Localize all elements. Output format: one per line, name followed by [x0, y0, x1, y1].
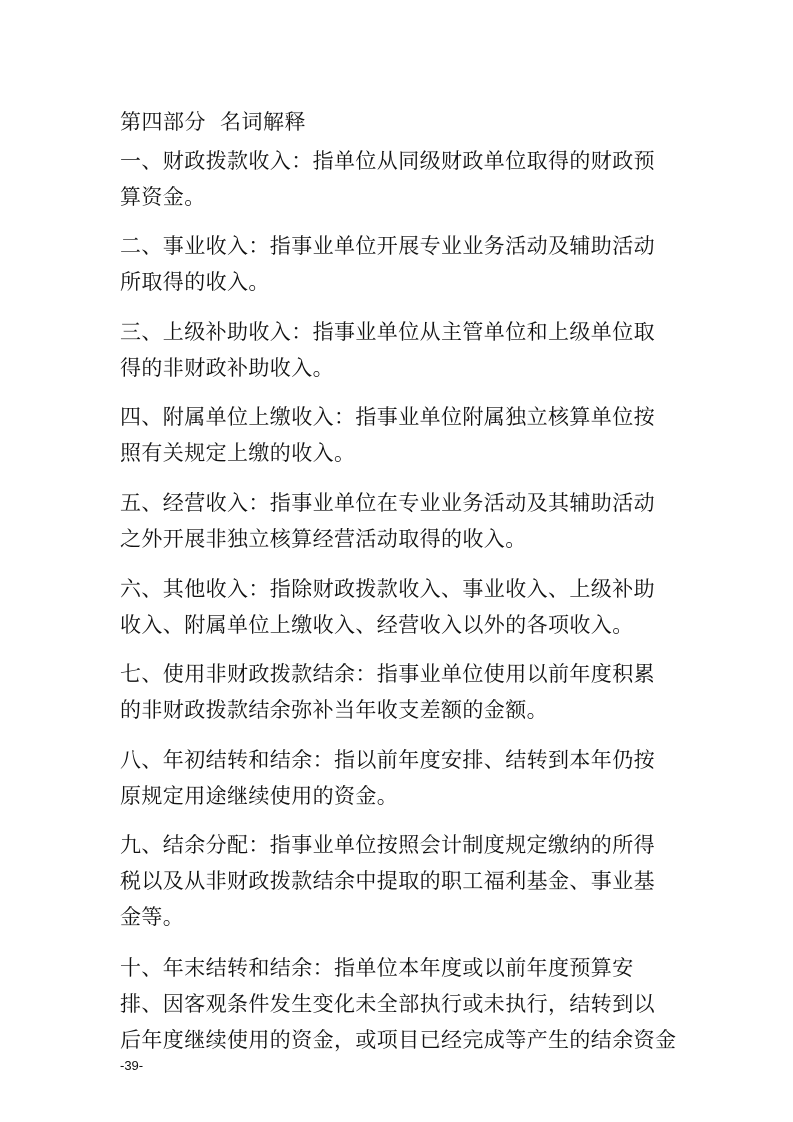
- entry-line: 照有关规定上缴的收入。: [120, 441, 356, 465]
- entry-line: 三、上级补助收入：指事业单位从主管单位和上级单位取: [120, 320, 655, 344]
- section-title: [120, 108, 306, 136]
- entry-line: 四、附属单位上缴收入：指事业单位附属独立核算单位按: [120, 405, 655, 429]
- definition-entry-10: [120, 950, 680, 1058]
- entry-line: 六、其他收入：指除财政拨款收入、事业收入、上级补助: [120, 577, 655, 601]
- entry-line: 税以及从非财政拨款结余中提取的职工福利基金、事业基: [120, 869, 655, 893]
- entry-line: 算资金。: [120, 185, 206, 209]
- definition-entry-3: [120, 314, 680, 386]
- entry-line: 五、经营收入：指事业单位在专业业务活动及其辅助活动: [120, 491, 655, 515]
- entry-line: 所取得的收入。: [120, 270, 270, 294]
- section-name: 名词解释: [220, 110, 306, 134]
- entry-line: 七、使用非财政拨款结余：指事业单位使用以前年度积累: [120, 662, 655, 686]
- entry-line: 一、财政拨款收入：指单位从同级财政单位取得的财政预: [120, 149, 655, 173]
- definition-entry-9: [120, 827, 680, 935]
- entry-line: 排、因客观条件发生变化未全部执行或未执行，结转到以: [120, 992, 655, 1016]
- definition-entry-7: [120, 656, 680, 728]
- entry-line: 的非财政拨款结余弥补当年收支差额的金额。: [120, 698, 548, 722]
- entry-line: 收入、附属单位上缴收入、经营收入以外的各项收入。: [120, 613, 634, 637]
- entry-line: 八、年初结转和结余：指以前年度安排、结转到本年仍按: [120, 748, 655, 772]
- definition-entry-1: [120, 143, 680, 215]
- page-number: -39-: [120, 1058, 144, 1073]
- definition-entry-6: [120, 571, 680, 643]
- entry-line: 后年度继续使用的资金，或项目已经完成等产生的结余资金: [120, 1028, 677, 1052]
- definition-entry-5: [120, 485, 680, 557]
- entry-line: 二、事业收入：指事业单位开展专业业务活动及辅助活动: [120, 234, 655, 258]
- definition-entry-4: [120, 399, 680, 471]
- entry-line: 九、结余分配：指事业单位按照会计制度规定缴纳的所得: [120, 833, 655, 857]
- entry-line: 原规定用途继续使用的资金。: [120, 784, 399, 808]
- entry-line: 十、年末结转和结余：指单位本年度或以前年度预算安: [120, 956, 634, 980]
- entry-line: 之外开展非独立核算经营活动取得的收入。: [120, 527, 527, 551]
- definition-entry-8: [120, 742, 680, 814]
- entry-line: 金等。: [120, 905, 185, 929]
- entry-line: 得的非财政补助收入。: [120, 356, 334, 380]
- section-part: 第四部分: [120, 110, 206, 134]
- definition-entry-2: [120, 228, 680, 300]
